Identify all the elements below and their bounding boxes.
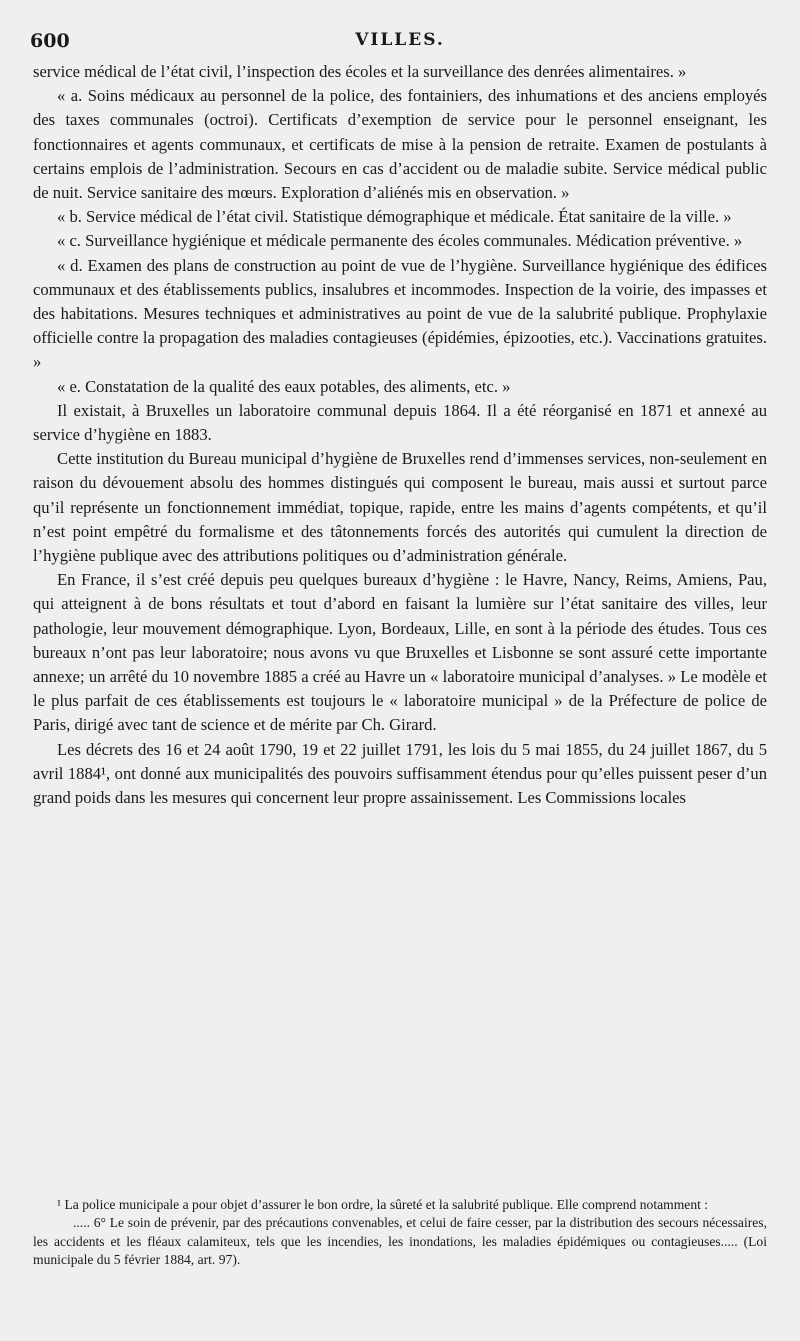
paragraph: En France, il s’est créé depuis peu quelques bureaux d’hygiène : le Havre, Nancy, Reims, Amiens, Pau, qui atteignent à de bons résultats et tout d’abord en faisant la lumière sur l’état sanitaire des villes, leur pathologie, leur mouvement démographique. Lyon, Bordeaux, Lille, en sont à la période des études. Tous ces bureaux n’ont pas leur laboratoire; nous avons vu que Bruxelles et Lisbonne se sont assuré cette importante annexe; un arrêté du 10 novembre 1885 a créé au Havre un « laboratoire municipal d’analyses. » Le modèle et le plus parfait de ces établissements est toujours le « laboratoire municipal » de la Préfecture de police de Paris, dirigé avec tant de science et de mérite par Ch. Girard. (33, 570, 767, 735)
paragraph: « a. Soins médicaux au personnel de la police, des fontainiers, des inhumations et des anciens employés des taxes communales (octroi). Certificats d’exemption de service pour le personnel enseignant, les fonctionnaires et agents communaux, et certificats de mise à la pension de retraite. Examen de postulants à certains emplois de l’administration. Secours en cas d’accident ou de maladie subite. Service médical public de nuit. Service sanitaire des mœurs. Exploration d’aliénés mis en observation. » (33, 86, 767, 203)
main-text (33, 60, 767, 810)
paragraph: « d. Examen des plans de construction au point de vue de l’hygiène. Surveillance hygiénique des édifices communaux et des établissements publics, insalubres et incommodes. Inspection de la voirie, des impasses et des habitations. Mesures techniques et administratives au point de vue de la salubrité publique. Prophylaxie officielle contre la propagation des maladies contagieuses (épidémies, épizooties, etc.). Vaccinations gratuites. » (33, 255, 767, 372)
paragraph: Il existait, à Bruxelles un laboratoire communal depuis 1864. Il a été réorganisé en 1871 et annexé au service d’hygiène en 1883. (33, 400, 767, 445)
paragraph: service médical de l’état civil, l’inspection des écoles et la surveillance des denrées alimentaires. » (33, 62, 687, 81)
running-title: VILLES. (355, 30, 445, 50)
page-number: 600 (30, 30, 70, 52)
footnote: ¹ La police municipale a pour objet d’assurer le bon ordre, la sûreté et la salubrité publique. Elle comprend notamment : (57, 1197, 709, 1212)
footnote: ..... 6° Le soin de prévenir, par des précautions convenables, et celui de faire cesser, par la distribution des secours nécessaires, les accidents et les fléaux calamiteux, tels que les incendies, les inondations, les maladies épidémiques ou contagieuses..... (Loi municipale du 5 février 1884, art. 97). (33, 1215, 767, 1268)
footnotes (33, 1196, 767, 1270)
paragraph: Cette institution du Bureau municipal d’hygiène de Bruxelles rend d’immenses services, non-seulement en raison du dévouement absolu des hommes distingués qui composent le bureau, mais aussi et surtout parce qu’il représente un fonctionnement immédiat, topique, rapide, entre les mains d’agents compétents, et qu’il n’est point empêtré du formalisme et des tâtonnements forcés des autorités qui cumulent la direction de l’hygiène publique avec des attributions politiques ou d’administration générale. (33, 449, 767, 566)
paragraph: « b. Service médical de l’état civil. Statistique démographique et médicale. État sanitaire de la ville. » (57, 207, 732, 227)
paragraph: Les décrets des 16 et 24 août 1790, 19 et 22 juillet 1791, les lois du 5 mai 1855, du 24 juillet 1867, du 5 avril 1884¹, ont donné aux municipalités des pouvoirs suffisamment étendus pour qu’elles puissent peser d’un grand poids dans les mesures qui concernent leur propre assainissement. Les Commissions locales (33, 739, 767, 808)
page-header (30, 30, 770, 56)
paragraph: « c. Surveillance hygiénique et médicale permanente des écoles communales. Médication préventive. » (57, 231, 743, 251)
paragraph: « e. Constatation de la qualité des eaux potables, des aliments, etc. » (57, 376, 511, 396)
